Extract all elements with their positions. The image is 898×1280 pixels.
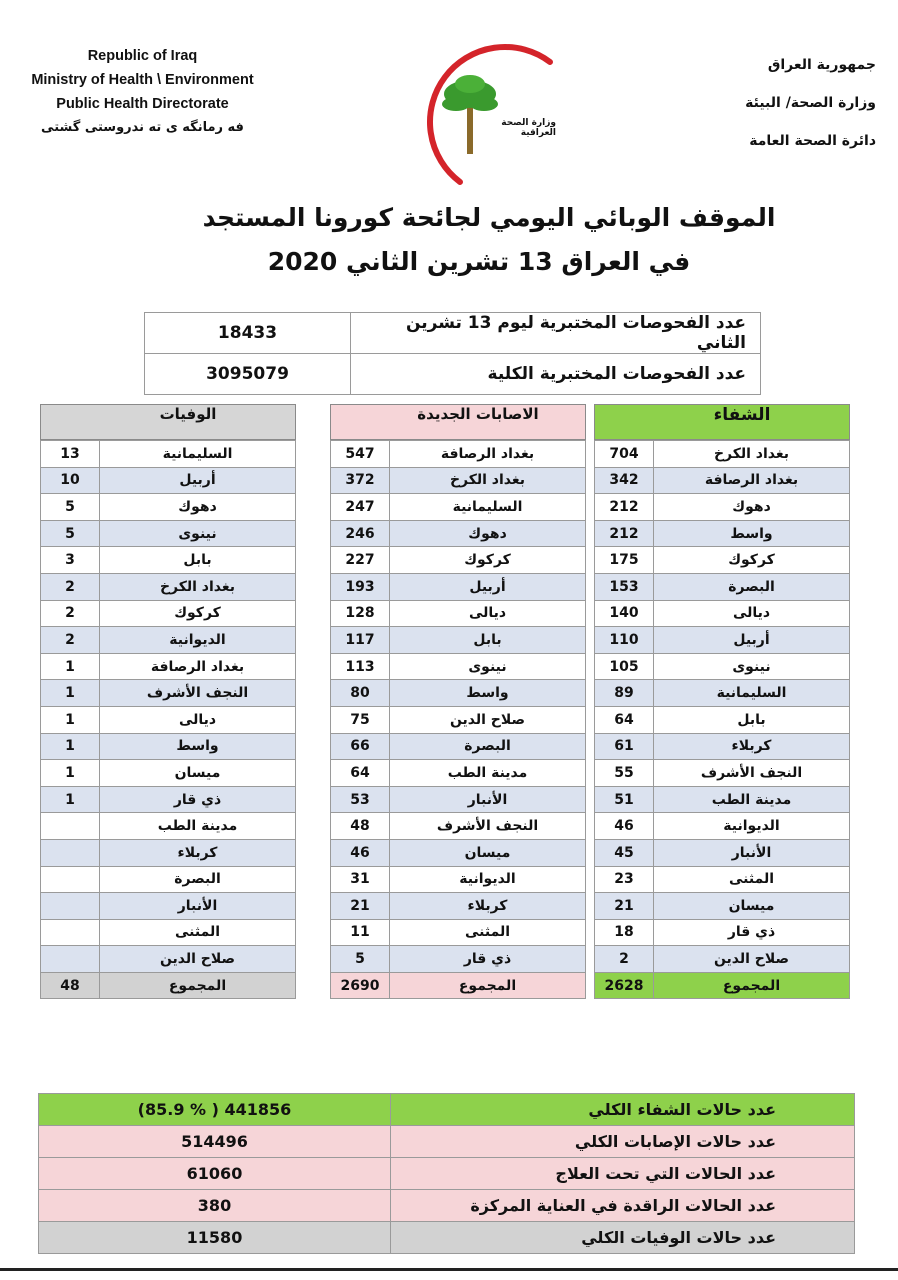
page-title: الموقف الوبائي اليومي لجائحة كورونا المستجد	[202, 203, 776, 232]
region-value: 1	[41, 760, 100, 787]
region-name: البصرة	[100, 866, 296, 893]
tests-total-value: 3095079	[145, 354, 351, 395]
total-label: المجموع	[100, 972, 296, 999]
region-value	[41, 919, 100, 946]
region-name: الأنبار	[654, 839, 850, 866]
region-value: 66	[331, 733, 390, 760]
region-name: الديوانية	[100, 627, 296, 654]
table-row	[41, 547, 296, 574]
page-subtitle: في العراق 13 تشرين الثاني 2020	[267, 247, 691, 276]
table-row	[41, 919, 296, 946]
region-name: بغداد الكرخ	[390, 467, 586, 494]
region-value: 23	[595, 866, 654, 893]
region-name: ديالى	[654, 600, 850, 627]
region-name: واسط	[654, 520, 850, 547]
table-row	[41, 520, 296, 547]
region-name: بابل	[390, 627, 586, 654]
table-row	[41, 733, 296, 760]
region-name: المثنى	[100, 919, 296, 946]
region-value	[41, 946, 100, 973]
region-value: 64	[595, 706, 654, 733]
region-value	[41, 893, 100, 920]
total-row	[331, 972, 586, 999]
table-row	[595, 653, 850, 680]
region-value: 372	[331, 467, 390, 494]
table-row	[41, 441, 296, 468]
region-name: بغداد الكرخ	[654, 441, 850, 468]
table-row	[331, 919, 586, 946]
region-name: كربلاء	[654, 733, 850, 760]
region-value: 5	[41, 494, 100, 521]
region-name: النجف الأشرف	[654, 760, 850, 787]
region-name: واسط	[100, 733, 296, 760]
region-name: البصرة	[654, 573, 850, 600]
region-value: 153	[595, 573, 654, 600]
region-value: 5	[41, 520, 100, 547]
region-name: كربلاء	[100, 839, 296, 866]
region-name: النجف الأشرف	[390, 813, 586, 840]
recoveries-rows	[594, 440, 850, 999]
region-value: 227	[331, 547, 390, 574]
region-value: 547	[331, 441, 390, 468]
table-row	[595, 946, 850, 973]
table-row	[595, 893, 850, 920]
ministry-logo	[400, 22, 565, 192]
table-row	[331, 706, 586, 733]
table-row	[331, 786, 586, 813]
region-value: 13	[41, 441, 100, 468]
region-name: ميسان	[100, 760, 296, 787]
summary-label: عدد الحالات التي تحت العلاج	[391, 1158, 855, 1190]
logo-text: وزارة الصحة العراقية	[501, 118, 556, 138]
region-name: بغداد الرصافة	[654, 467, 850, 494]
region-name: دهوك	[654, 494, 850, 521]
region-name: أربيل	[100, 467, 296, 494]
summary-row	[39, 1126, 855, 1158]
table-row	[595, 441, 850, 468]
table-row	[331, 441, 586, 468]
table-row	[595, 627, 850, 654]
table-row	[595, 760, 850, 787]
region-name: ديالى	[100, 706, 296, 733]
region-name: بغداد الكرخ	[100, 573, 296, 600]
total-row	[41, 972, 296, 999]
table-row	[331, 600, 586, 627]
table-row	[595, 467, 850, 494]
region-name: دهوك	[100, 494, 296, 521]
tests-row-total	[145, 354, 761, 395]
table-row	[41, 627, 296, 654]
new-cases-table	[330, 404, 586, 999]
region-value	[41, 839, 100, 866]
header-directorate: Public Health Directorate	[56, 96, 229, 112]
palm-tree-logo-icon	[400, 22, 565, 192]
region-name: الديوانية	[654, 813, 850, 840]
region-value: 46	[595, 813, 654, 840]
header-country: Republic of Iraq	[87, 48, 198, 64]
table-row	[595, 839, 850, 866]
summary-label: عدد حالات الإصابات الكلي	[391, 1126, 855, 1158]
region-name: بغداد الرصافة	[390, 441, 586, 468]
region-name: بابل	[654, 706, 850, 733]
region-value: 51	[595, 786, 654, 813]
region-name: بغداد الرصافة	[100, 653, 296, 680]
summary-label: عدد حالات الوفيات الكلي	[391, 1222, 855, 1254]
table-row	[595, 600, 850, 627]
region-value: 1	[41, 680, 100, 707]
table-row	[331, 946, 586, 973]
table-row	[331, 839, 586, 866]
deaths-header: الوفيات	[40, 404, 296, 440]
table-row	[41, 494, 296, 521]
table-row	[595, 547, 850, 574]
table-row	[41, 653, 296, 680]
tests-total-label: عدد الفحوصات المختبرية الكلية	[351, 354, 761, 395]
region-value: 342	[595, 467, 654, 494]
table-row	[41, 946, 296, 973]
recoveries-table	[594, 404, 850, 999]
region-name: نينوى	[100, 520, 296, 547]
table-row	[331, 653, 586, 680]
bottom-divider	[0, 1268, 898, 1271]
table-row	[41, 760, 296, 787]
region-value: 75	[331, 706, 390, 733]
recoveries-header: الشفاء	[594, 404, 850, 440]
region-value: 18	[595, 919, 654, 946]
deaths-table	[40, 404, 296, 999]
region-name: مدينة الطب	[390, 760, 586, 787]
region-name: أربيل	[390, 573, 586, 600]
table-row	[595, 494, 850, 521]
table-row	[41, 680, 296, 707]
total-value: 2628	[595, 972, 654, 999]
region-name: النجف الأشرف	[100, 680, 296, 707]
region-name: المثنى	[390, 919, 586, 946]
region-value: 55	[595, 760, 654, 787]
summary-row	[39, 1190, 855, 1222]
region-name: صلاح الدين	[390, 706, 586, 733]
region-name: كربلاء	[390, 893, 586, 920]
header-english	[0, 44, 285, 140]
total-value: 48	[41, 972, 100, 999]
region-name: نينوى	[390, 653, 586, 680]
table-row	[331, 813, 586, 840]
deaths-rows	[40, 440, 296, 999]
region-value: 61	[595, 733, 654, 760]
table-row	[331, 467, 586, 494]
summary-table	[38, 1093, 855, 1254]
region-value: 48	[331, 813, 390, 840]
table-row	[331, 520, 586, 547]
region-name: بابل	[100, 547, 296, 574]
table-row	[331, 866, 586, 893]
summary-label: عدد الحالات الراقدة في العناية المركزة	[391, 1190, 855, 1222]
table-row	[41, 866, 296, 893]
table-row	[331, 893, 586, 920]
tests-table	[144, 312, 761, 395]
new-cases-header: الاصابات الجديدة	[330, 404, 586, 440]
region-value: 110	[595, 627, 654, 654]
region-name: السليمانية	[390, 494, 586, 521]
table-row	[595, 706, 850, 733]
region-value: 247	[331, 494, 390, 521]
summary-value: 514496	[39, 1126, 391, 1158]
region-value: 140	[595, 600, 654, 627]
region-value: 1	[41, 786, 100, 813]
region-name: واسط	[390, 680, 586, 707]
region-value	[41, 866, 100, 893]
table-row	[331, 627, 586, 654]
region-name: كركوك	[100, 600, 296, 627]
header-ar-directorate: دائرة الصحة العامة	[749, 133, 876, 149]
region-value: 117	[331, 627, 390, 654]
region-name: ذي قار	[100, 786, 296, 813]
region-value: 2	[595, 946, 654, 973]
region-name: ذي قار	[654, 919, 850, 946]
new-cases-rows	[330, 440, 586, 999]
region-value: 212	[595, 520, 654, 547]
region-value: 21	[331, 893, 390, 920]
summary-value: 61060	[39, 1158, 391, 1190]
region-value: 105	[595, 653, 654, 680]
region-name: المثنى	[654, 866, 850, 893]
region-name: ذي قار	[390, 946, 586, 973]
region-value: 175	[595, 547, 654, 574]
header-ministry: Ministry of Health \ Environment	[31, 72, 254, 88]
region-value: 53	[331, 786, 390, 813]
region-value: 704	[595, 441, 654, 468]
summary-label: عدد حالات الشفاء الكلي	[391, 1094, 855, 1126]
tests-daily-label: عدد الفحوصات المختبرية ليوم 13 تشرين الثاني	[351, 313, 761, 354]
region-value: 64	[331, 760, 390, 787]
region-value: 2	[41, 573, 100, 600]
header-arabic	[676, 46, 876, 160]
region-name: كركوك	[390, 547, 586, 574]
table-row	[41, 813, 296, 840]
region-value: 1	[41, 653, 100, 680]
total-value: 2690	[331, 972, 390, 999]
region-value: 212	[595, 494, 654, 521]
region-value: 80	[331, 680, 390, 707]
table-row	[41, 893, 296, 920]
table-row	[331, 760, 586, 787]
region-value: 1	[41, 706, 100, 733]
region-name: ميسان	[654, 893, 850, 920]
total-label: المجموع	[390, 972, 586, 999]
header-ar-country: جمهورية العراق	[767, 57, 876, 73]
table-row	[595, 866, 850, 893]
table-row	[41, 467, 296, 494]
summary-row	[39, 1094, 855, 1126]
region-name: نينوى	[654, 653, 850, 680]
region-name: مدينة الطب	[100, 813, 296, 840]
region-name: ديالى	[390, 600, 586, 627]
region-name: صلاح الدين	[654, 946, 850, 973]
region-name: السليمانية	[100, 441, 296, 468]
region-value: 89	[595, 680, 654, 707]
summary-value: 380	[39, 1190, 391, 1222]
region-name: البصرة	[390, 733, 586, 760]
total-row	[595, 972, 850, 999]
table-row	[595, 680, 850, 707]
table-row	[41, 600, 296, 627]
region-value: 31	[331, 866, 390, 893]
table-row	[41, 839, 296, 866]
tests-daily-value: 18433	[145, 313, 351, 354]
table-row	[595, 573, 850, 600]
header-kurdish: فه رمانگه ی ته ندروستی گشتی	[41, 120, 244, 135]
table-row	[41, 706, 296, 733]
region-name: صلاح الدين	[100, 946, 296, 973]
region-value: 246	[331, 520, 390, 547]
region-name: الأنبار	[100, 893, 296, 920]
region-name: السليمانية	[654, 680, 850, 707]
region-value: 128	[331, 600, 390, 627]
region-value: 113	[331, 653, 390, 680]
table-row	[595, 813, 850, 840]
header-ar-ministry: وزارة الصحة/ البيئة	[745, 95, 876, 111]
region-value	[41, 813, 100, 840]
summary-row	[39, 1222, 855, 1254]
table-row	[41, 786, 296, 813]
region-value: 11	[331, 919, 390, 946]
region-name: أربيل	[654, 627, 850, 654]
region-name: ميسان	[390, 839, 586, 866]
table-row	[331, 680, 586, 707]
region-value: 5	[331, 946, 390, 973]
table-row	[41, 573, 296, 600]
summary-value: (85.9 % ) 441856	[39, 1094, 391, 1126]
total-label: المجموع	[654, 972, 850, 999]
region-value: 21	[595, 893, 654, 920]
table-row	[331, 547, 586, 574]
region-value: 2	[41, 627, 100, 654]
table-row	[595, 786, 850, 813]
region-value: 45	[595, 839, 654, 866]
table-row	[331, 733, 586, 760]
region-value: 193	[331, 573, 390, 600]
summary-value: 11580	[39, 1222, 391, 1254]
table-row	[331, 573, 586, 600]
region-value: 3	[41, 547, 100, 574]
region-value: 46	[331, 839, 390, 866]
region-name: كركوك	[654, 547, 850, 574]
region-name: مدينة الطب	[654, 786, 850, 813]
region-name: دهوك	[390, 520, 586, 547]
table-row	[595, 919, 850, 946]
table-row	[331, 494, 586, 521]
table-row	[595, 520, 850, 547]
tests-row-daily	[145, 313, 761, 354]
summary-row	[39, 1158, 855, 1190]
region-value: 10	[41, 467, 100, 494]
region-name: الأنبار	[390, 786, 586, 813]
region-name: الديوانية	[390, 866, 586, 893]
table-row	[595, 733, 850, 760]
region-value: 1	[41, 733, 100, 760]
region-value: 2	[41, 600, 100, 627]
